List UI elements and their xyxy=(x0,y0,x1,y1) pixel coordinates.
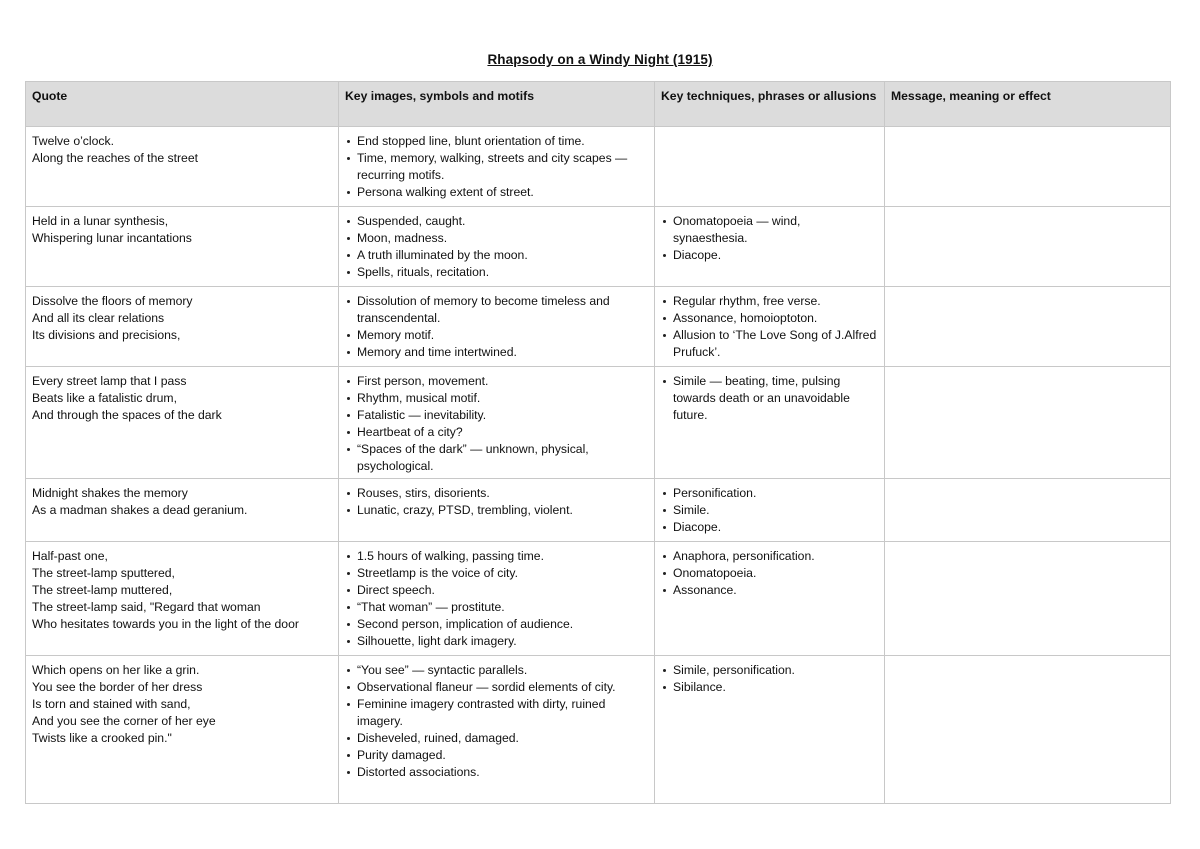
techniques-cell xyxy=(655,656,885,804)
table-row xyxy=(26,127,1171,207)
quote-line: Twists like a crooked pin." xyxy=(32,731,172,745)
image-bullet: Lunatic, crazy, PTSD, trembling, violent. xyxy=(345,502,648,519)
technique-bullet: Regular rhythm, free verse. xyxy=(661,293,878,310)
table-header-row xyxy=(26,82,1171,127)
image-bullet: Feminine imagery contrasted with dirty, ruined imagery. xyxy=(345,696,648,730)
meaning-cell xyxy=(885,479,1171,542)
techniques-cell xyxy=(655,287,885,367)
quote-line: Half-past one, xyxy=(32,549,108,563)
technique-bullet: Simile, personification. xyxy=(661,662,878,679)
image-bullet: Fatalistic — inevitability. xyxy=(345,407,648,424)
techniques-cell xyxy=(655,127,885,207)
technique-bullet: Assonance. xyxy=(661,582,878,599)
document-title: Rhapsody on a Windy Night (1915) xyxy=(487,52,713,67)
quote-cell xyxy=(26,542,339,656)
quote-line: The street-lamp sputtered, xyxy=(32,566,175,580)
quote-line: Held in a lunar synthesis, xyxy=(32,214,169,228)
table-row xyxy=(26,542,1171,656)
technique-bullet: Personification. xyxy=(661,485,878,502)
bullet-list xyxy=(345,548,648,650)
quote-cell xyxy=(26,287,339,367)
quote-line: Twelve o’clock. xyxy=(32,134,114,148)
technique-bullet: Simile. xyxy=(661,502,878,519)
table-row xyxy=(26,287,1171,367)
image-bullet: Observational flaneur — sordid elements of city. xyxy=(345,679,648,696)
quote-line: You see the border of her dress xyxy=(32,680,203,694)
image-bullet: End stopped line, blunt orientation of time. xyxy=(345,133,648,150)
image-bullet: A truth illuminated by the moon. xyxy=(345,247,648,264)
technique-bullet: Allusion to ‘The Love Song of J.Alfred Prufuck’. xyxy=(661,327,878,361)
header-images: Key images, symbols and motifs xyxy=(339,82,655,127)
quote-line: The street-lamp muttered, xyxy=(32,583,173,597)
table-row xyxy=(26,207,1171,287)
meaning-cell xyxy=(885,656,1171,804)
image-bullet: Disheveled, ruined, damaged. xyxy=(345,730,648,747)
image-bullet: Persona walking extent of street. xyxy=(345,184,648,201)
bullet-list xyxy=(345,133,648,201)
image-bullet: Heartbeat of a city? xyxy=(345,424,648,441)
images-cell xyxy=(339,367,655,479)
technique-bullet: Onomatopoeia — wind, synaesthesia. xyxy=(661,213,878,247)
image-bullet: Distorted associations. xyxy=(345,764,648,781)
image-bullet: Rouses, stirs, disorients. xyxy=(345,485,648,502)
quote-line: Is torn and stained with sand, xyxy=(32,697,191,711)
technique-bullet: Anaphora, personification. xyxy=(661,548,878,565)
quote-line: And all its clear relations xyxy=(32,311,165,325)
quote-cell xyxy=(26,207,339,287)
image-bullet: Purity damaged. xyxy=(345,747,648,764)
image-bullet: Memory and time intertwined. xyxy=(345,344,648,361)
bullet-list xyxy=(345,293,648,361)
meaning-cell xyxy=(885,287,1171,367)
bullet-list xyxy=(661,485,878,536)
image-bullet: Dissolution of memory to become timeless and transcendental. xyxy=(345,293,648,327)
images-cell xyxy=(339,127,655,207)
quote-cell xyxy=(26,367,339,479)
meaning-cell xyxy=(885,207,1171,287)
quote-line: Midnight shakes the memory xyxy=(32,486,188,500)
table-body xyxy=(26,127,1171,804)
meaning-cell xyxy=(885,367,1171,479)
image-bullet: Silhouette, light dark imagery. xyxy=(345,633,648,650)
techniques-cell xyxy=(655,479,885,542)
meaning-cell xyxy=(885,127,1171,207)
quote-line: And you see the corner of her eye xyxy=(32,714,216,728)
quote-line: Along the reaches of the street xyxy=(32,151,198,165)
image-bullet: “That woman” — prostitute. xyxy=(345,599,648,616)
technique-bullet: Diacope. xyxy=(661,247,878,264)
images-cell xyxy=(339,479,655,542)
quote-line: And through the spaces of the dark xyxy=(32,408,222,422)
bullet-list xyxy=(661,662,878,696)
technique-bullet: Simile — beating, time, pulsing towards death or an unavoidable future. xyxy=(661,373,878,424)
image-bullet: Moon, madness. xyxy=(345,230,648,247)
images-cell xyxy=(339,207,655,287)
technique-bullet: Sibilance. xyxy=(661,679,878,696)
image-bullet: Time, memory, walking, streets and city scapes — recurring motifs. xyxy=(345,150,648,184)
bullet-list xyxy=(661,213,878,264)
table-row xyxy=(26,479,1171,542)
quote-line: The street-lamp said, "Regard that woman xyxy=(32,600,261,614)
quote-cell xyxy=(26,479,339,542)
image-bullet: Memory motif. xyxy=(345,327,648,344)
quote-line: Beats like a fatalistic drum, xyxy=(32,391,177,405)
bullet-list xyxy=(661,548,878,599)
table-row xyxy=(26,367,1171,479)
image-bullet: “Spaces of the dark” — unknown, physical, psychological. xyxy=(345,441,648,475)
techniques-cell xyxy=(655,367,885,479)
bullet-list xyxy=(345,662,648,781)
images-cell xyxy=(339,656,655,804)
meaning-cell xyxy=(885,542,1171,656)
quote-line: Whispering lunar incantations xyxy=(32,231,192,245)
header-quote: Quote xyxy=(26,82,339,127)
technique-bullet: Diacope. xyxy=(661,519,878,536)
techniques-cell xyxy=(655,542,885,656)
quote-line: Which opens on her like a grin. xyxy=(32,663,200,677)
bullet-list xyxy=(345,373,648,475)
bullet-list xyxy=(345,213,648,281)
quote-line: Dissolve the floors of memory xyxy=(32,294,193,308)
quote-line: Who hesitates towards you in the light of the door xyxy=(32,617,299,631)
image-bullet: Direct speech. xyxy=(345,582,648,599)
quote-line: As a madman shakes a dead geranium. xyxy=(32,503,248,517)
quote-line: Every street lamp that I pass xyxy=(32,374,187,388)
image-bullet: “You see” — syntactic parallels. xyxy=(345,662,648,679)
header-techniques: Key techniques, phrases or allusions xyxy=(655,82,885,127)
image-bullet: Streetlamp is the voice of city. xyxy=(345,565,648,582)
image-bullet: Rhythm, musical motif. xyxy=(345,390,648,407)
analysis-table xyxy=(25,81,1171,804)
image-bullet: Second person, implication of audience. xyxy=(345,616,648,633)
image-bullet: First person, movement. xyxy=(345,373,648,390)
images-cell xyxy=(339,287,655,367)
bullet-list xyxy=(345,485,648,519)
bullet-list xyxy=(661,373,878,424)
bullet-list xyxy=(661,293,878,361)
image-bullet: Suspended, caught. xyxy=(345,213,648,230)
techniques-cell xyxy=(655,207,885,287)
quote-cell xyxy=(26,127,339,207)
table-row xyxy=(26,656,1171,804)
image-bullet: 1.5 hours of walking, passing time. xyxy=(345,548,648,565)
technique-bullet: Assonance, homoioptoton. xyxy=(661,310,878,327)
technique-bullet: Onomatopoeia. xyxy=(661,565,878,582)
images-cell xyxy=(339,542,655,656)
header-meaning: Message, meaning or effect xyxy=(885,82,1171,127)
quote-line: Its divisions and precisions, xyxy=(32,328,181,342)
image-bullet: Spells, rituals, recitation. xyxy=(345,264,648,281)
quote-cell xyxy=(26,656,339,804)
